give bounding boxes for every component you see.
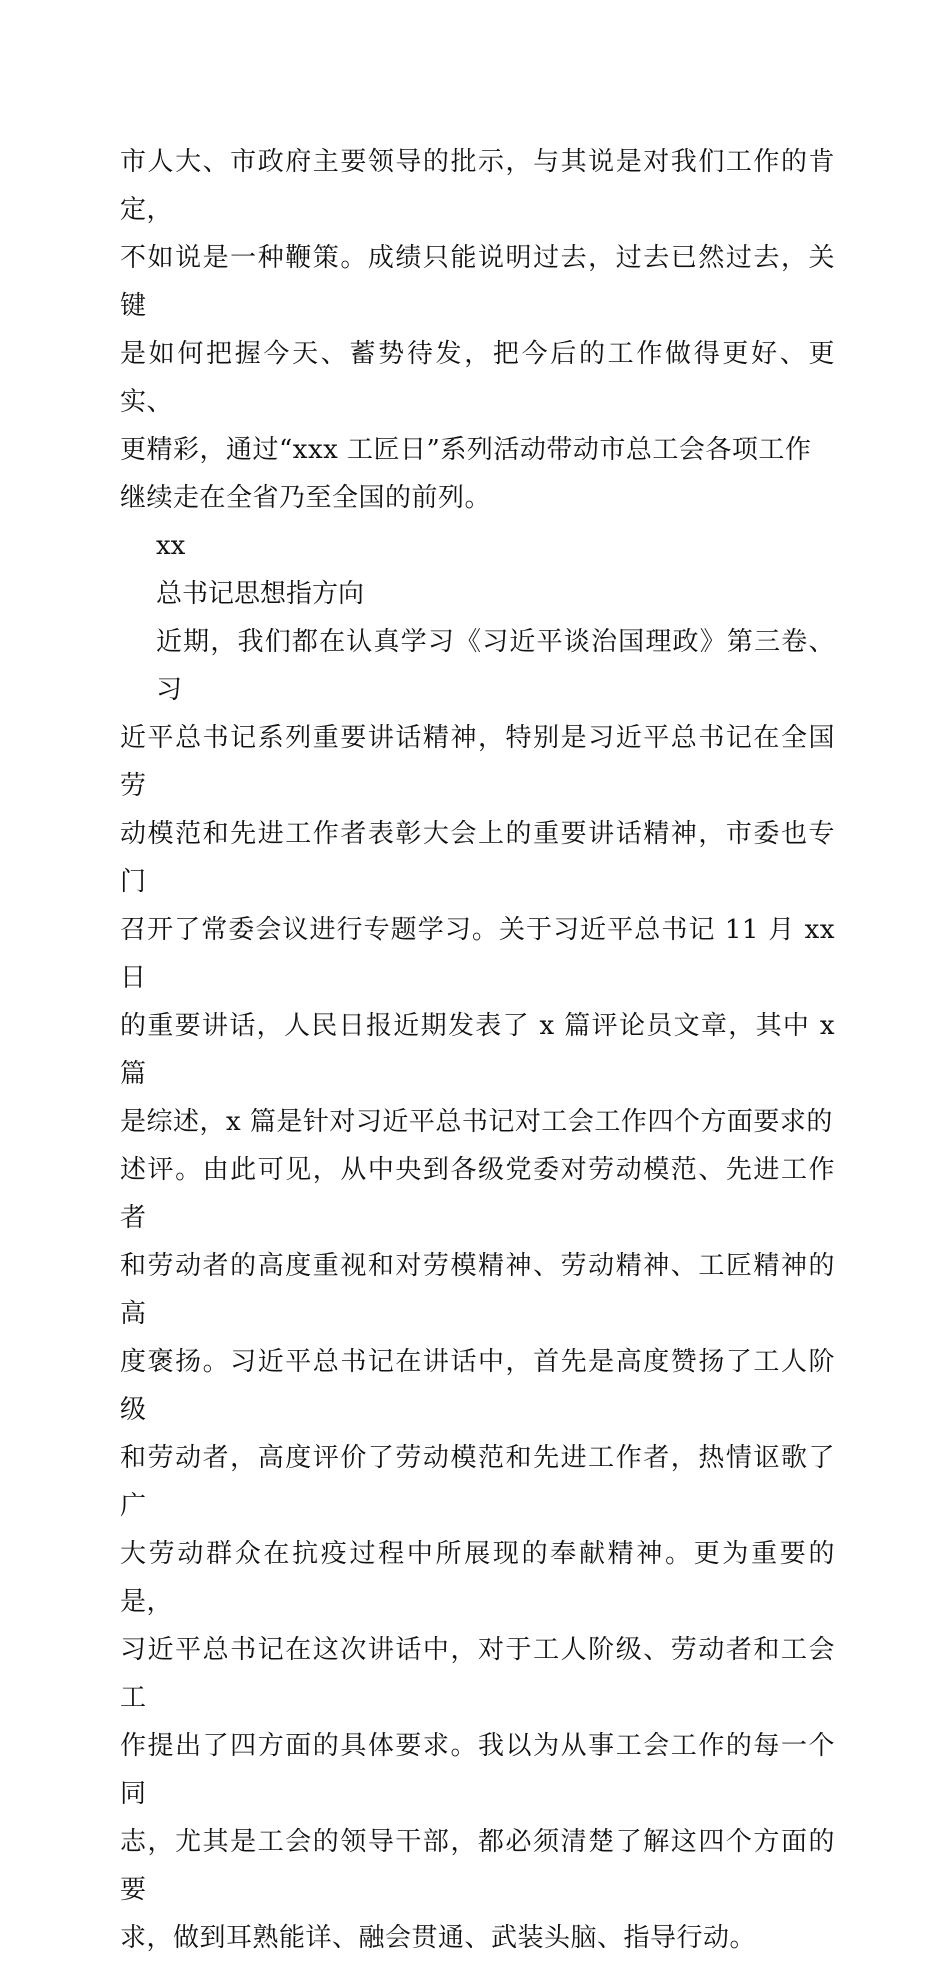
text-line: 动模范和先进工作者表彰大会上的重要讲话精神，市委也专门 — [120, 819, 835, 897]
text-line: 继续走在全省乃至全国的前列。 — [120, 483, 492, 513]
section-heading: 总书记思想指方向 — [156, 579, 365, 609]
paragraph-main — [120, 618, 835, 1962]
paragraph-continuation — [120, 138, 835, 522]
text-line: 述评。由此可见，从中央到各级党委对劳动模范、先进工作者 — [120, 1155, 835, 1233]
text-line: 和劳动者的高度重视和对劳模精神、劳动精神、工匠精神的高 — [120, 1251, 835, 1329]
placeholder-line: xx — [156, 531, 186, 561]
text-line: 的重要讲话，人民日报近期发表了 x 篇评论员文章，其中 x 篇 — [120, 1011, 835, 1089]
text-line: 志，尤其是工会的领导干部，都必须清楚了解这四个方面的要 — [120, 1827, 835, 1905]
text-line: 大劳动群众在抗疫过程中所展现的奉献精神。更为重要的是， — [120, 1539, 835, 1617]
text-line: 是如何把握今天、蓄势待发，把今后的工作做得更好、更实、 — [120, 339, 835, 417]
text-line: 不如说是一种鞭策。成绩只能说明过去，过去已然过去，关键 — [120, 243, 835, 321]
text-line: 和劳动者，高度评价了劳动模范和先进工作者，热情讴歌了广 — [120, 1443, 835, 1521]
text-line: 是综述，x 篇是针对习近平总书记对工会工作四个方面要求的 — [120, 1107, 833, 1137]
text-line: 求，做到耳熟能详、融会贯通、武装头脑、指导行动。 — [120, 1923, 757, 1953]
text-line: 作提出了四方面的具体要求。我以为从事工会工作的每一个同 — [120, 1731, 835, 1809]
text-line: 习近平总书记在这次讲话中，对于工人阶级、劳动者和工会工 — [120, 1635, 835, 1713]
text-line: 近平总书记系列重要讲话精神，特别是习近平总书记在全国劳 — [120, 723, 835, 801]
text-line: 市人大、市政府主要领导的批示，与其说是对我们工作的肯定， — [120, 147, 835, 225]
text-line: 召开了常委会议进行专题学习。关于习近平总书记 11 月 xx 日 — [120, 915, 835, 993]
text-line: 度褒扬。习近平总书记在讲话中，首先是高度赞扬了工人阶级 — [120, 1347, 835, 1425]
document-body — [120, 138, 835, 1962]
text-line: 更精彩，通过“xxx 工匠日”系列活动带动市总工会各项工作 — [120, 435, 812, 465]
text-line: 近期，我们都在认真学习《习近平谈治国理政》第三卷、习 — [156, 627, 835, 705]
